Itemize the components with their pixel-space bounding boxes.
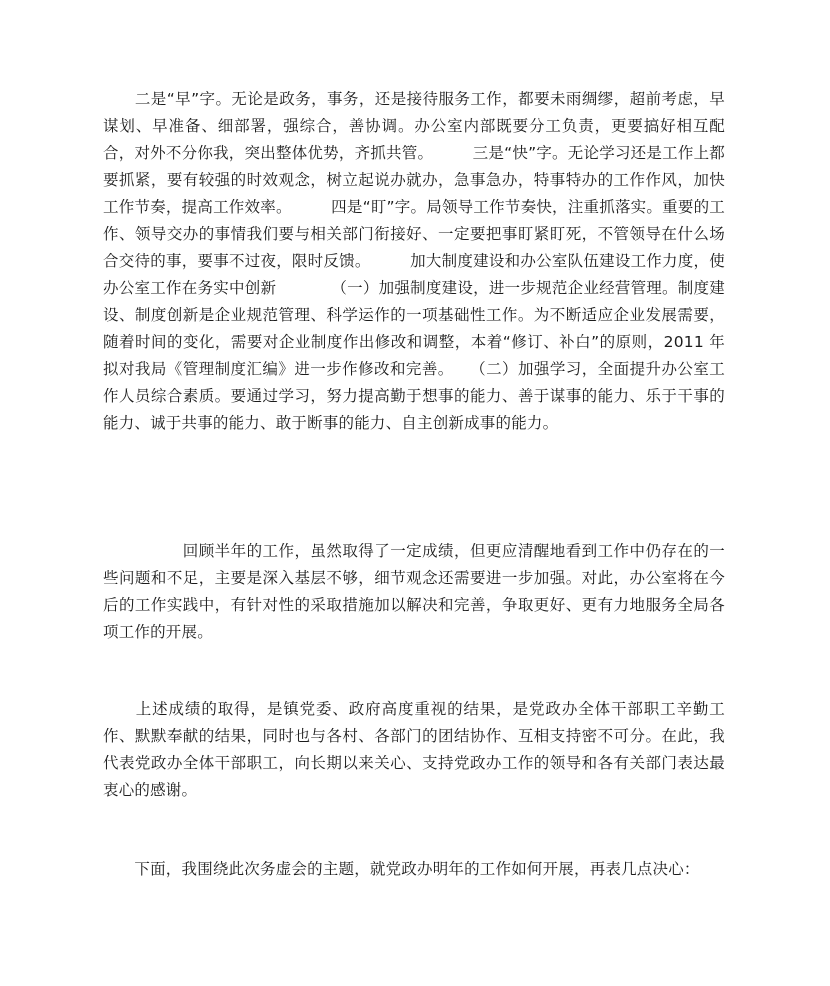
paragraph-resolutions: 下面，我围绕此次务虚会的主题，就党政办明年的工作如何开展，再表几点决心： (103, 860, 700, 878)
paragraph-work-style: 二是“早”字。无论是政务，事务，还是接待服务工作，都要未雨绸缪，超前考虑，早谋划、早准备、细部署，强综合，善协调。办公室内部既要分工负责，更要搞好相互配合，对外不分你我，突出整体优势，齐抓共管。 三是“快”字。无论学习还是工作上都要抓紧，要有较强的时效观念，树立起说办就办，急事急办，特事特办的工作作风，加快工作节奏，提高工作效率。 四是“盯”字。局领导工作节奏快，注重抓落实。重要的工作、领导交办的事情我们要与相关部门衔接好、一定要把事盯紧盯死，不管领导在什么场合交待的事，要事不过夜，限时反馈。 加大制度建设和办公室队伍建设工作力度，使办公室工作在务实中创新 （一）加强制度建设，进一步规范企业经营管理。制度建设、制度创新是企业规范管理、科学运作的一项基础性工作。为不断适应企业发展需要，随着时间的变化，需要对企业制度作出修改和调整，本着“修订、补白”的原则，2011 年拟对我局《管理制度汇编》进一步作修改和完善。 （二）加强学习，全面提升办公室工作人员综合素质。要通过学习，努力提高勤于想事的能力、善于谋事的能力、乐于干事的能力、诚于共事的能力、敢于断事的能力、自主创新成事的能力。 (103, 90, 725, 432)
paragraph-half-year-review: 回顾半年的工作，虽然取得了一定成绩，但更应清醒地看到工作中仍存在的一些问题和不足，主要是深入基层不够，细节观念还需要进一步加强。对此，办公室将在今后的工作实践中，有针对性的采取措施加以解决和完善，争取更好、更有力地服务全局各项工作的开展。 (103, 542, 725, 641)
paragraph-acknowledgement: 上述成绩的取得，是镇党委、政府高度重视的结果，是党政办全体干部职工辛勤工作、默默奉献的结果，同时也与各村、各部门的团结协作、互相支持密不可分。在此，我代表党政办全体干部职工，向长期以来关心、支持党政办工作的领导和各有关部门表达最衷心的感谢。 (103, 700, 725, 799)
